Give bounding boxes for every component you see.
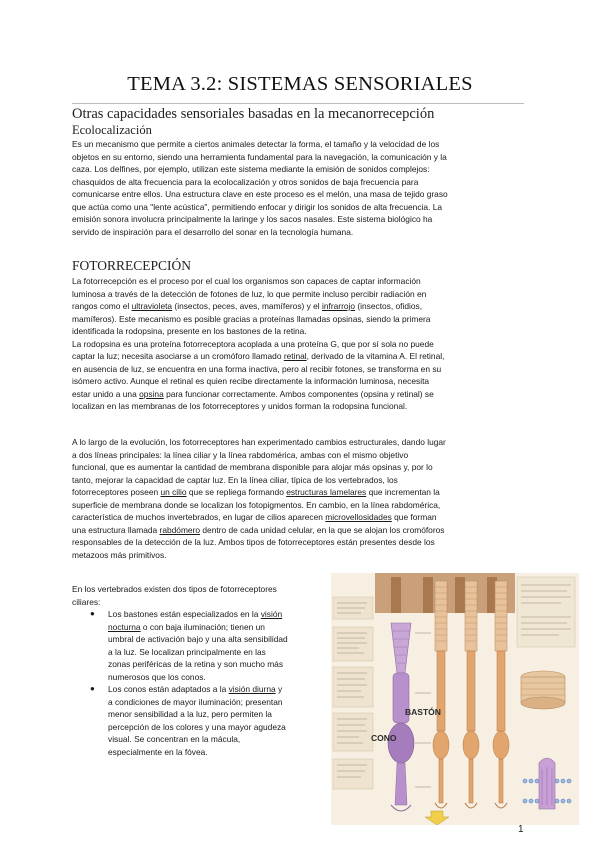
text-line — [72, 300, 526, 313]
text-line: superficie de membrana donde se localizan los fotopigmentos. En cambio, en la línea rabdomérica, — [72, 499, 441, 510]
text-line — [72, 524, 526, 537]
text-line — [72, 486, 526, 499]
label-baston: BASTÓN — [405, 707, 441, 717]
text-line: visual. Se concentran en la mácula, — [108, 734, 241, 744]
text-line: localizan en las membranas de los fotorreceptores y unidos forman la rodopsina funcional. — [72, 401, 408, 411]
text-line: comunicarse entre ellos. Una estructura clave en este proceso es el melón, una masa de tejido graso — [72, 189, 448, 199]
text-line: tanto, mejorar la capacidad de captar luz. En la línea ciliar, típica de los vertebrados, los — [72, 474, 398, 485]
text-span: que forman — [391, 512, 437, 522]
bullet-icon: ● — [90, 684, 95, 693]
text-span: característica de muchos invertebrados, en lugar de cilios aparecen — [72, 512, 326, 522]
page-title: TEMA 3.2: SISTEMAS SENSORIALES — [127, 73, 473, 95]
text-line — [108, 608, 328, 621]
bullet-bastones — [108, 608, 328, 683]
text-line: luminosa a través de la detección de fotones de luz, lo que permite incluso percibir radiación en — [72, 288, 427, 299]
paragraph-vertebrados — [72, 583, 328, 608]
paragraph-fotorrecepcion — [72, 275, 526, 413]
text-span: Los conos están adaptados a la — [108, 684, 229, 694]
text-span: rangos como el — [72, 301, 132, 311]
text-span: (insectos, peces, aves, mamíferos) y el — [172, 301, 322, 311]
text-line: a condiciones de mayor iluminación; presentan — [108, 696, 283, 707]
paragraph-evolucion — [72, 436, 526, 561]
text-line: zonas periféricas de la retina y son mucho más — [108, 659, 284, 669]
subheading-ecolocalizacion: Ecolocalización — [72, 123, 152, 137]
text-line: menor sensibilidad a la luz, pero permiten la — [108, 709, 272, 719]
text-line: funcional, que es aumentar la cantidad de membrana disponible para alojar más opsinas y, por lo — [72, 462, 433, 472]
text-span: dentro de cada unidad celular, en la que se alojan los cromóforos — [200, 524, 445, 535]
underlined-term: microvellosidades — [325, 512, 392, 522]
text-line: identificada la rodopsina, presente en los bastones de la retina. — [72, 326, 307, 336]
text-span: una estructura llamada — [72, 524, 160, 535]
text-span: para funcionar correctamente. Ambos componentes (opsina y retinal) se — [163, 388, 434, 399]
text-line: emisión sonora involucra principalmente la laringe y los sacos nasales. Este sistema biológico ha — [72, 214, 433, 224]
text-span: que incrementan la — [366, 487, 440, 497]
text-span: y — [275, 684, 283, 694]
text-span: fotorreceptores poseen — [72, 487, 161, 497]
section-heading-fotorrecepcion: FOTORRECEPCIÓN — [72, 258, 192, 273]
text-span: , derivado de la vitamina A. El retinal, — [306, 351, 445, 361]
underlined-term: infrarrojo — [321, 301, 356, 311]
text-line: umbral de activación bajo y una alta sensibilidad — [108, 634, 288, 644]
text-line: en ausencia de luz, se encuentra en una forma inactiva, pero al recibir fotones, se transforma en su — [72, 363, 442, 374]
text-line: En los vertebrados existen dos tipos de fotorreceptores — [72, 584, 277, 594]
text-line: Es un mecanismo que permite a ciertos animales detectar la forma, el tamaño y la velocidad de los — [72, 139, 440, 149]
text-span: Los bastones están especializados en la — [108, 609, 261, 619]
text-span: captar la luz; necesita asociarse a un cromóforo llamado — [72, 351, 284, 361]
underlined-term: rabdómero — [159, 524, 201, 535]
text-line: metazoos más primitivos. — [72, 549, 167, 560]
text-span: que se repliega formando — [186, 487, 287, 497]
text-line: ciliares: — [72, 596, 101, 607]
label-cono: CONO — [371, 733, 397, 743]
text-line — [72, 350, 526, 363]
underlined-term: retinal — [283, 351, 307, 361]
text-line: especialmente en la fóvea. — [108, 746, 208, 757]
text-line: que actúa como una "lente acústica", permitiendo enfocar y dirigir los sonidos de alta frecuencia. La — [72, 201, 443, 212]
section-heading-mecanorrecepcion: Otras capacidades sensoriales basadas en la mecanorrecepción — [72, 106, 435, 122]
text-line: chasquidos de alta frecuencia para la ecolocalización y otros sonidos de baja frecuencia para — [72, 176, 419, 187]
text-line: a dos líneas principales: la línea ciliar y la línea rabdomérica, ambas con el mismo objetivo — [72, 449, 409, 460]
text-line: A lo largo de la evolución, los fotorreceptores han experimentado cambios estructurales, dando lugar — [72, 437, 446, 447]
text-line: responsables de la detección de la luz. Ambos tipos de fotorreceptores están presentes desde los — [72, 537, 435, 547]
bullet-icon: ● — [90, 609, 95, 618]
underlined-term: ultravioleta — [131, 301, 173, 311]
text-line: numerosos que los conos. — [108, 671, 206, 682]
underlined-term: un cilio — [160, 487, 187, 497]
text-line — [72, 511, 526, 524]
underlined-term: opsina — [139, 388, 164, 399]
photoreceptor-figure — [331, 573, 579, 825]
text-line — [108, 683, 328, 696]
text-line — [72, 388, 526, 401]
title-divider — [72, 103, 524, 104]
text-line: La rodopsina es una proteína fotorreceptora acoplada a una proteína G, que por sí sola no puede — [72, 338, 434, 349]
bullet-conos — [108, 683, 328, 758]
text-line — [108, 621, 328, 634]
text-line: mamíferos). Este mecanismo es posible gracias a proteínas llamadas opsinas, siendo la primera — [72, 313, 431, 324]
text-line: a la luz. Se localizan principalmente en las — [108, 646, 266, 657]
text-line: servido de inspiración para el desarrollo del sonar en la tecnología humana. — [72, 226, 354, 237]
paragraph-ecolocalizacion — [72, 138, 526, 238]
underlined-term: estructuras lamelares — [286, 487, 367, 497]
text-line: percepción de los colores y una mayor agudeza — [108, 721, 286, 732]
underlined-term: nocturna — [108, 621, 141, 632]
text-line: caza. Los delfines, por ejemplo, utilizan este sistema mediante la emisión de sonidos complejos: — [72, 164, 430, 174]
text-span: o con baja iluminación; tienen un — [140, 621, 265, 632]
text-line: objetos en su entorno, siendo una herramienta fundamental para la navegación, la comunicación y la — [72, 151, 447, 162]
page-number: 1 — [518, 824, 524, 835]
text-line: La fotorrecepción es el proceso por el cual los organismos son capaces de captar información — [72, 276, 421, 286]
text-line: isómero activo. Aunque el retinal es quien recibe directamente la información luminosa, necesita — [72, 376, 430, 386]
underlined-term: visión — [260, 609, 283, 619]
text-span: (insectos, ofidios, — [355, 301, 423, 311]
underlined-term: visión diurna — [228, 684, 276, 694]
text-span: estar unido a una — [72, 388, 140, 399]
